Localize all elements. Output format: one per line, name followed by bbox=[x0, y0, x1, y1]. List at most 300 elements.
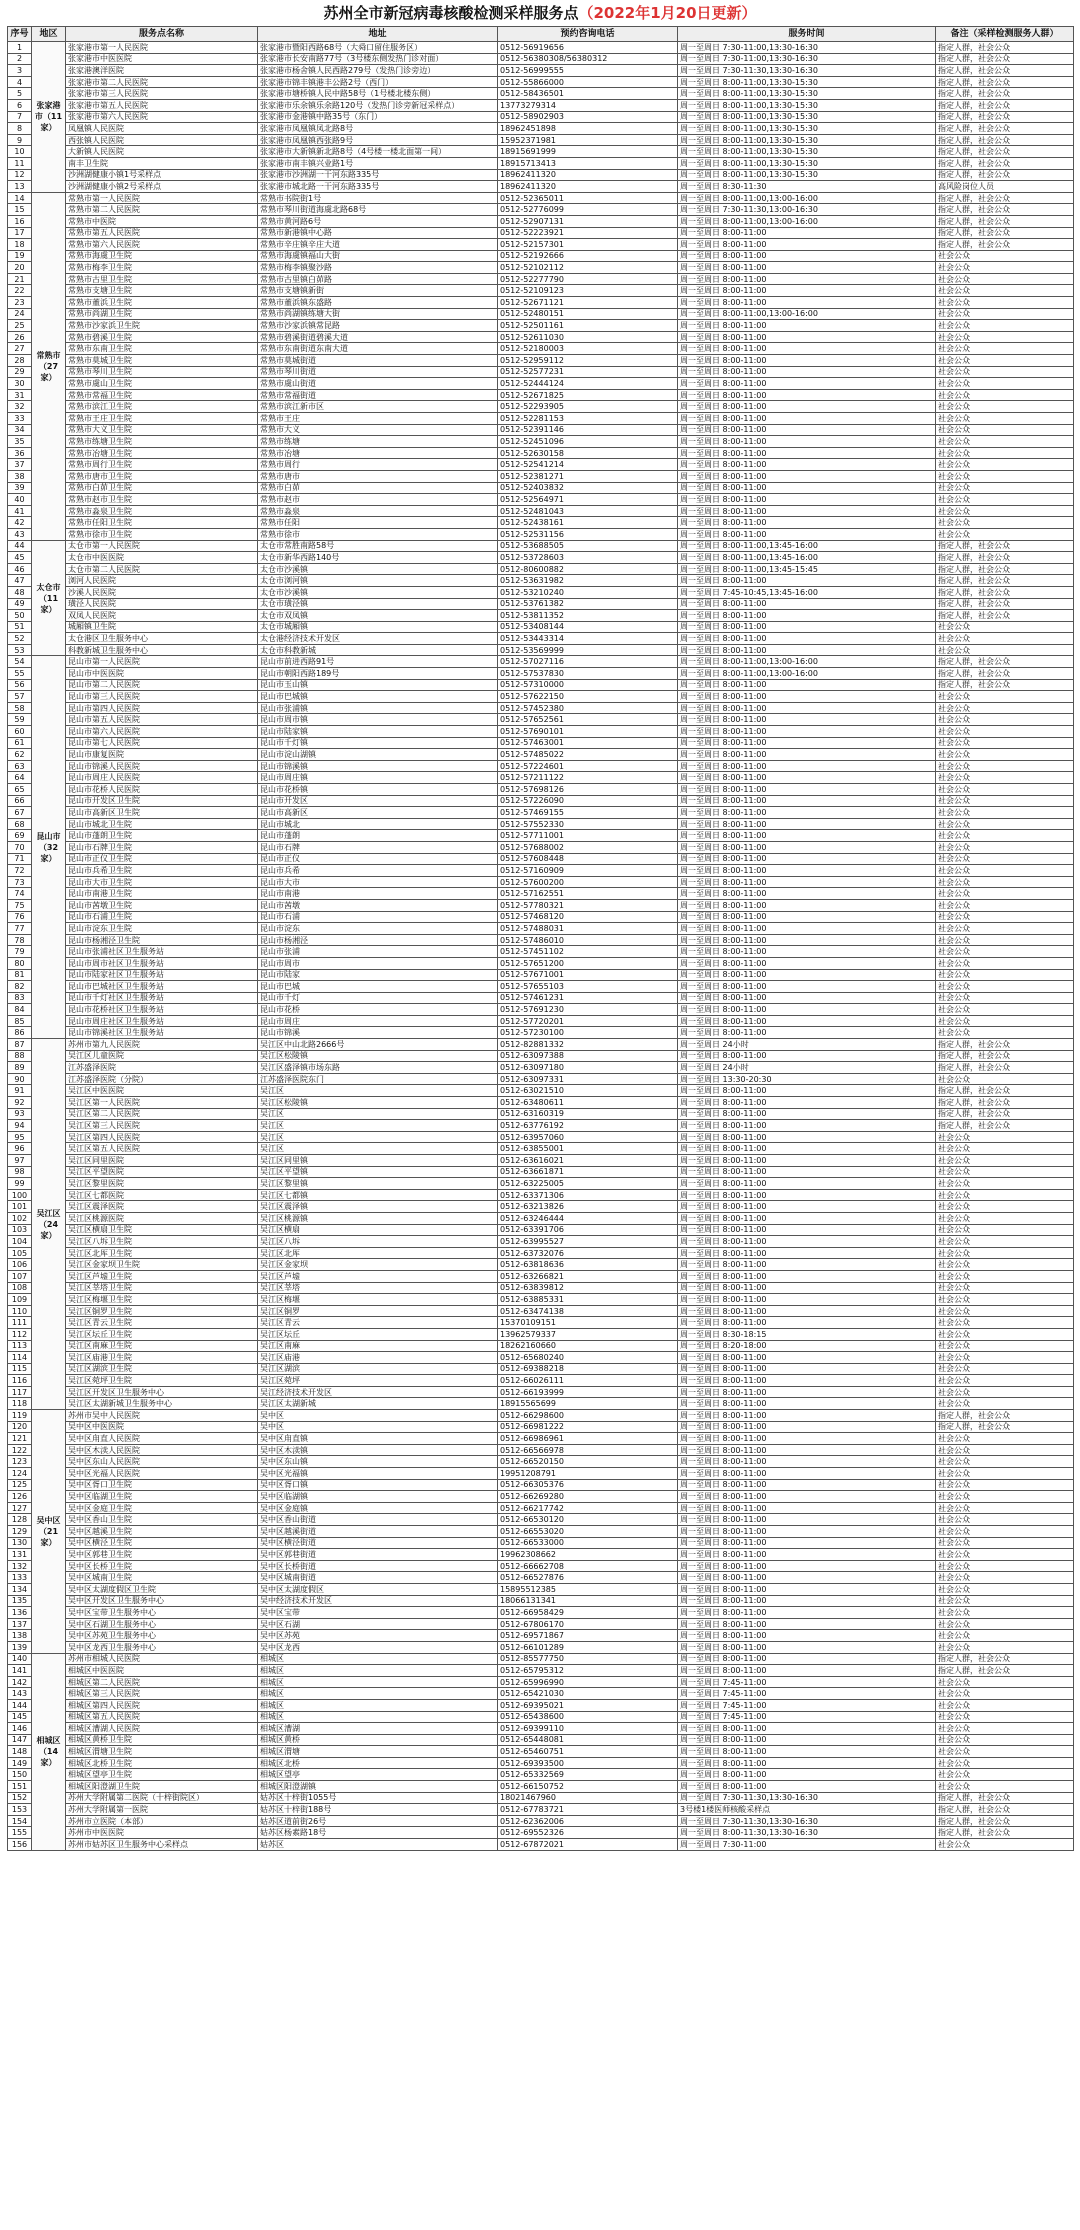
table-row bbox=[8, 1734, 1074, 1746]
site-hours: 周一至周日 7:30-11:30,13:30-16:30 bbox=[678, 65, 936, 77]
table-row bbox=[8, 169, 1074, 181]
site-phone: 0512-66553020 bbox=[498, 1526, 678, 1538]
site-phone: 0512-57310000 bbox=[498, 679, 678, 691]
table-body bbox=[8, 42, 1074, 1851]
site-address: 昆山市蓬朗 bbox=[258, 830, 498, 842]
site-note: 指定人群，社会公众 bbox=[936, 610, 1074, 622]
site-name: 双凤人民医院 bbox=[66, 610, 258, 622]
site-hours: 周一至周日 8:00-11:00 bbox=[678, 1757, 936, 1769]
table-row bbox=[8, 1340, 1074, 1352]
row-index: 13 bbox=[8, 181, 32, 193]
site-note: 指定人群，社会公众 bbox=[936, 227, 1074, 239]
site-address: 吴江区芦墟 bbox=[258, 1270, 498, 1282]
site-phone: 0512-52102112 bbox=[498, 262, 678, 274]
site-phone: 15952371981 bbox=[498, 134, 678, 146]
row-index: 82 bbox=[8, 981, 32, 993]
site-note: 社会公众 bbox=[936, 378, 1074, 390]
table-row bbox=[8, 1073, 1074, 1085]
site-name: 吴中区苏苑卫生服务中心 bbox=[66, 1630, 258, 1642]
site-address: 昆山市淀山湖镇 bbox=[258, 749, 498, 761]
site-address: 常熟市赵市 bbox=[258, 494, 498, 506]
site-hours: 周一至周日 7:30-11:30,13:30-16:30 bbox=[678, 1815, 936, 1827]
site-name: 张家港市第五人民医院 bbox=[66, 99, 258, 111]
site-address: 昆山市陆家 bbox=[258, 969, 498, 981]
row-index: 100 bbox=[8, 1189, 32, 1201]
site-phone: 0512-53761382 bbox=[498, 598, 678, 610]
row-index: 22 bbox=[8, 285, 32, 297]
site-hours: 周一至周日 8:00-11:00 bbox=[678, 1456, 936, 1468]
row-index: 87 bbox=[8, 1039, 32, 1051]
table-row bbox=[8, 598, 1074, 610]
table-row bbox=[8, 1653, 1074, 1665]
site-note: 社会公众 bbox=[936, 366, 1074, 378]
site-address: 相城区望亭 bbox=[258, 1769, 498, 1781]
site-note: 社会公众 bbox=[936, 1027, 1074, 1039]
site-hours: 周一至周日 8:00-11:00 bbox=[678, 436, 936, 448]
site-hours: 周一至周日 8:00-11:00 bbox=[678, 424, 936, 436]
row-index: 89 bbox=[8, 1062, 32, 1074]
site-note: 社会公众 bbox=[936, 1491, 1074, 1503]
site-address: 常熟市虞山街道 bbox=[258, 378, 498, 390]
site-phone: 0512-63213826 bbox=[498, 1201, 678, 1213]
site-note: 社会公众 bbox=[936, 633, 1074, 645]
site-phone: 18962451898 bbox=[498, 123, 678, 135]
row-index: 47 bbox=[8, 575, 32, 587]
table-row bbox=[8, 656, 1074, 668]
site-name: 相城区中医医院 bbox=[66, 1665, 258, 1677]
site-phone: 0512-82881332 bbox=[498, 1039, 678, 1051]
site-phone: 0512-57690101 bbox=[498, 726, 678, 738]
site-note: 指定人群，社会公众 bbox=[936, 1792, 1074, 1804]
site-note: 指定人群，社会公众 bbox=[936, 111, 1074, 123]
row-index: 133 bbox=[8, 1572, 32, 1584]
row-index: 61 bbox=[8, 737, 32, 749]
site-address: 张家港市塘桥镇人民中路58号（1号楼北楼东侧） bbox=[258, 88, 498, 100]
site-name: 吴江区开发区卫生服务中心 bbox=[66, 1386, 258, 1398]
site-address: 昆山市千灯 bbox=[258, 992, 498, 1004]
table-row bbox=[8, 1757, 1074, 1769]
site-address: 常熟市黄河路6号 bbox=[258, 215, 498, 227]
site-note: 社会公众 bbox=[936, 1375, 1074, 1387]
site-note: 社会公众 bbox=[936, 1259, 1074, 1271]
site-address: 吴江经济技术开发区 bbox=[258, 1386, 498, 1398]
table-row bbox=[8, 65, 1074, 77]
site-address: 吴江区桃源镇 bbox=[258, 1212, 498, 1224]
site-note: 社会公众 bbox=[936, 923, 1074, 935]
site-name: 吴江区南麻卫生院 bbox=[66, 1340, 258, 1352]
site-name: 吴江区平望医院 bbox=[66, 1166, 258, 1178]
site-phone: 0512-65996990 bbox=[498, 1676, 678, 1688]
site-name: 昆山市茜墩卫生院 bbox=[66, 899, 258, 911]
table-row bbox=[8, 1062, 1074, 1074]
table-row bbox=[8, 1155, 1074, 1167]
site-phone: 0512-67783721 bbox=[498, 1804, 678, 1816]
table-row bbox=[8, 702, 1074, 714]
site-name: 常熟市虞山卫生院 bbox=[66, 378, 258, 390]
site-name: 昆山市第三人民医院 bbox=[66, 691, 258, 703]
row-index: 123 bbox=[8, 1456, 32, 1468]
site-name: 昆山市花桥人民医院 bbox=[66, 784, 258, 796]
site-note: 社会公众 bbox=[936, 262, 1074, 274]
site-phone: 0512-53728603 bbox=[498, 552, 678, 564]
row-index: 74 bbox=[8, 888, 32, 900]
site-phone: 19951208791 bbox=[498, 1468, 678, 1480]
site-note: 社会公众 bbox=[936, 807, 1074, 819]
site-name: 吴江区横扇卫生院 bbox=[66, 1224, 258, 1236]
row-index: 30 bbox=[8, 378, 32, 390]
site-name: 苏州大学附属第二医院（十梓街院区） bbox=[66, 1792, 258, 1804]
site-note: 社会公众 bbox=[936, 343, 1074, 355]
table-row bbox=[8, 737, 1074, 749]
site-name: 常熟市周行卫生院 bbox=[66, 459, 258, 471]
row-index: 23 bbox=[8, 297, 32, 309]
row-index: 32 bbox=[8, 401, 32, 413]
site-name: 沙洲湖健康小镇1号采样点 bbox=[66, 169, 258, 181]
site-phone: 0512-66662708 bbox=[498, 1560, 678, 1572]
site-note: 社会公众 bbox=[936, 1479, 1074, 1491]
site-phone: 0512-63225005 bbox=[498, 1178, 678, 1190]
site-address: 吴中经济技术开发区 bbox=[258, 1595, 498, 1607]
site-hours: 周一至周日 8:00-11:00 bbox=[678, 876, 936, 888]
site-phone: 0512-57468120 bbox=[498, 911, 678, 923]
table-row bbox=[8, 1456, 1074, 1468]
site-name: 苏州市中医医院 bbox=[66, 1827, 258, 1839]
row-index: 45 bbox=[8, 552, 32, 564]
site-name: 昆山市锦溪人民医院 bbox=[66, 760, 258, 772]
site-phone: 0512-57160909 bbox=[498, 865, 678, 877]
site-name: 吴江区同里医院 bbox=[66, 1155, 258, 1167]
table-row bbox=[8, 575, 1074, 587]
table-row bbox=[8, 1526, 1074, 1538]
site-address: 昆山市周庄 bbox=[258, 1015, 498, 1027]
table-row bbox=[8, 1386, 1074, 1398]
site-hours: 周一至周日 7:45-11:00 bbox=[678, 1699, 936, 1711]
site-hours: 周一至周日 7:45-11:00 bbox=[678, 1688, 936, 1700]
table-row bbox=[8, 1085, 1074, 1097]
site-address: 吴江区湖滨 bbox=[258, 1363, 498, 1375]
site-hours: 周一至周日 8:00-11:00 bbox=[678, 1317, 936, 1329]
site-hours: 周一至周日 8:00-11:00 bbox=[678, 1537, 936, 1549]
row-index: 115 bbox=[8, 1363, 32, 1375]
row-index: 136 bbox=[8, 1607, 32, 1619]
site-phone: 0512-53408144 bbox=[498, 621, 678, 633]
site-phone: 0512-57224601 bbox=[498, 760, 678, 772]
site-name: 昆山市石牌卫生院 bbox=[66, 841, 258, 853]
site-address: 张家港市城北路一干河东路335号 bbox=[258, 181, 498, 193]
row-index: 42 bbox=[8, 517, 32, 529]
site-hours: 周一至周日 8:00-11:00 bbox=[678, 366, 936, 378]
table-row bbox=[8, 505, 1074, 517]
row-index: 18 bbox=[8, 239, 32, 251]
table-row bbox=[8, 1804, 1074, 1816]
site-note: 社会公众 bbox=[936, 737, 1074, 749]
site-address: 太仓市新华西路140号 bbox=[258, 552, 498, 564]
table-row bbox=[8, 807, 1074, 819]
sampling-site-table bbox=[7, 26, 1074, 1851]
site-phone: 0512-57655103 bbox=[498, 981, 678, 993]
row-index: 103 bbox=[8, 1224, 32, 1236]
table-row bbox=[8, 969, 1074, 981]
row-index: 138 bbox=[8, 1630, 32, 1642]
site-address: 吴中区 bbox=[258, 1410, 498, 1422]
table-row bbox=[8, 853, 1074, 865]
site-name: 太仓港区卫生服务中心 bbox=[66, 633, 258, 645]
row-index: 17 bbox=[8, 227, 32, 239]
site-hours: 周一至周日 8:00-11:00 bbox=[678, 644, 936, 656]
table-row bbox=[8, 1294, 1074, 1306]
row-index: 35 bbox=[8, 436, 32, 448]
site-note: 社会公众 bbox=[936, 1688, 1074, 1700]
site-hours: 周一至周日 8:00-11:00 bbox=[678, 1723, 936, 1735]
site-address: 昆山市巴城 bbox=[258, 981, 498, 993]
row-index: 21 bbox=[8, 273, 32, 285]
site-phone: 0512-85577750 bbox=[498, 1653, 678, 1665]
site-note: 社会公众 bbox=[936, 1537, 1074, 1549]
site-address: 昆山市开发区 bbox=[258, 795, 498, 807]
site-phone: 0512-58902903 bbox=[498, 111, 678, 123]
site-note: 指定人群，社会公众 bbox=[936, 1815, 1074, 1827]
row-index: 142 bbox=[8, 1676, 32, 1688]
table-row bbox=[8, 1097, 1074, 1109]
site-name: 常熟市支塘卫生院 bbox=[66, 285, 258, 297]
site-phone: 0512-57486010 bbox=[498, 934, 678, 946]
site-note: 社会公众 bbox=[936, 911, 1074, 923]
row-index: 107 bbox=[8, 1270, 32, 1282]
table-row bbox=[8, 552, 1074, 564]
site-phone: 0512-80600882 bbox=[498, 563, 678, 575]
site-hours: 周一至周日 8:00-11:00 bbox=[678, 1085, 936, 1097]
site-phone: 0512-63480611 bbox=[498, 1097, 678, 1109]
site-phone: 0512-63855001 bbox=[498, 1143, 678, 1155]
row-index: 73 bbox=[8, 876, 32, 888]
row-index: 58 bbox=[8, 702, 32, 714]
site-address: 吴江区横扇 bbox=[258, 1224, 498, 1236]
row-index: 145 bbox=[8, 1711, 32, 1723]
table-row bbox=[8, 1027, 1074, 1039]
table-row bbox=[8, 343, 1074, 355]
site-address: 常熟市尚湖镇练塘大街 bbox=[258, 308, 498, 320]
district-cell: 吴中区（21家） bbox=[32, 1410, 66, 1653]
site-name: 吴中区中医医院 bbox=[66, 1421, 258, 1433]
row-index: 122 bbox=[8, 1444, 32, 1456]
site-name: 吴江区第一人民医院 bbox=[66, 1097, 258, 1109]
site-note: 指定人群，社会公众 bbox=[936, 76, 1074, 88]
site-hours: 周一至周日 24小时 bbox=[678, 1039, 936, 1051]
site-name: 太仓市第二人民医院 bbox=[66, 563, 258, 575]
site-name: 常熟市冶塘卫生院 bbox=[66, 447, 258, 459]
table-row bbox=[8, 1247, 1074, 1259]
table-row bbox=[8, 1665, 1074, 1677]
site-hours: 周一至周日 24小时 bbox=[678, 1062, 936, 1074]
site-note: 社会公众 bbox=[936, 1514, 1074, 1526]
site-phone: 0512-63661871 bbox=[498, 1166, 678, 1178]
table-row bbox=[8, 610, 1074, 622]
table-row bbox=[8, 1143, 1074, 1155]
site-hours: 周一至周日 7:45-10:45,13:45-16:00 bbox=[678, 586, 936, 598]
site-address: 常熟市海虞镇福山大街 bbox=[258, 250, 498, 262]
table-row bbox=[8, 992, 1074, 1004]
site-phone: 0512-57451102 bbox=[498, 946, 678, 958]
table-row bbox=[8, 1201, 1074, 1213]
table-row bbox=[8, 320, 1074, 332]
site-note: 指定人群，社会公众 bbox=[936, 668, 1074, 680]
site-hours: 周一至周日 8:00-11:00 bbox=[678, 1294, 936, 1306]
row-index: 114 bbox=[8, 1352, 32, 1364]
site-hours: 周一至周日 8:00-11:00 bbox=[678, 888, 936, 900]
site-phone: 0512-52277790 bbox=[498, 273, 678, 285]
site-note: 社会公众 bbox=[936, 760, 1074, 772]
site-phone: 0512-66981222 bbox=[498, 1421, 678, 1433]
site-name: 常熟市第一人民医院 bbox=[66, 192, 258, 204]
site-note: 社会公众 bbox=[936, 250, 1074, 262]
site-phone: 0512-52481043 bbox=[498, 505, 678, 517]
site-name: 常熟市王庄卫生院 bbox=[66, 413, 258, 425]
table-row bbox=[8, 1595, 1074, 1607]
site-address: 吴中区太湖度假区 bbox=[258, 1583, 498, 1595]
site-note: 指定人群，社会公众 bbox=[936, 1653, 1074, 1665]
site-name: 昆山市兵希卫生院 bbox=[66, 865, 258, 877]
row-index: 41 bbox=[8, 505, 32, 517]
table-row bbox=[8, 366, 1074, 378]
row-index: 14 bbox=[8, 192, 32, 204]
site-note: 社会公众 bbox=[936, 1352, 1074, 1364]
row-index: 65 bbox=[8, 784, 32, 796]
site-address: 张家港市暨阳西路68号（大舜口留住服务区） bbox=[258, 42, 498, 54]
table-row bbox=[8, 1560, 1074, 1572]
site-note: 社会公众 bbox=[936, 957, 1074, 969]
site-hours: 周一至周日 8:00-11:00 bbox=[678, 981, 936, 993]
table-row bbox=[8, 633, 1074, 645]
site-hours: 周一至周日 8:00-11:00 bbox=[678, 482, 936, 494]
row-index: 9 bbox=[8, 134, 32, 146]
site-address: 吴江区七都镇 bbox=[258, 1189, 498, 1201]
row-index: 92 bbox=[8, 1097, 32, 1109]
row-index: 110 bbox=[8, 1305, 32, 1317]
site-phone: 15895512385 bbox=[498, 1583, 678, 1595]
site-note: 社会公众 bbox=[936, 1178, 1074, 1190]
row-index: 38 bbox=[8, 470, 32, 482]
site-hours: 周一至周日 8:00-11:00 bbox=[678, 818, 936, 830]
site-hours: 周一至周日 8:00-11:00 bbox=[678, 737, 936, 749]
site-hours: 周一至周日 8:20-18:00 bbox=[678, 1340, 936, 1352]
site-hours: 周一至周日 8:00-11:00,13:00-16:00 bbox=[678, 656, 936, 668]
site-phone: 0512-56919656 bbox=[498, 42, 678, 54]
site-name: 昆山市张浦社区卫生服务站 bbox=[66, 946, 258, 958]
site-phone: 0512-69552326 bbox=[498, 1827, 678, 1839]
site-hours: 周一至周日 8:00-11:00,13:30-15:30 bbox=[678, 99, 936, 111]
site-hours: 周一至周日 8:00-11:00 bbox=[678, 1108, 936, 1120]
site-name: 苏州市姑苏区卫生服务中心采样点 bbox=[66, 1839, 258, 1851]
site-phone: 0512-63097388 bbox=[498, 1050, 678, 1062]
site-address: 江苏盛泽医院东门 bbox=[258, 1073, 498, 1085]
site-address: 昆山市石浦 bbox=[258, 911, 498, 923]
row-index: 40 bbox=[8, 494, 32, 506]
site-hours: 周一至周日 8:00-11:00 bbox=[678, 610, 936, 622]
site-note: 社会公众 bbox=[936, 726, 1074, 738]
table-row bbox=[8, 517, 1074, 529]
site-address: 吴江区菀坪 bbox=[258, 1375, 498, 1387]
header-phone: 预约咨询电话 bbox=[498, 27, 678, 42]
site-address: 吴中区东山镇 bbox=[258, 1456, 498, 1468]
site-name: 城厢镇卫生院 bbox=[66, 621, 258, 633]
table-row bbox=[8, 795, 1074, 807]
site-hours: 周一至周日 8:00-11:00 bbox=[678, 1143, 936, 1155]
table-row bbox=[8, 1641, 1074, 1653]
site-address: 吴江区松陵镇 bbox=[258, 1097, 498, 1109]
site-address: 昆山市张浦镇 bbox=[258, 702, 498, 714]
site-address: 吴江区 bbox=[258, 1131, 498, 1143]
site-phone: 0512-66986961 bbox=[498, 1433, 678, 1445]
site-name: 常熟市滨江卫生院 bbox=[66, 401, 258, 413]
site-name: 昆山市南港卫生院 bbox=[66, 888, 258, 900]
site-hours: 周一至周日 8:00-11:00,13:45-15:45 bbox=[678, 563, 936, 575]
site-hours: 周一至周日 8:00-11:00 bbox=[678, 227, 936, 239]
site-address: 太仓市浏河镇 bbox=[258, 575, 498, 587]
site-hours: 周一至周日 8:00-11:00 bbox=[678, 1004, 936, 1016]
site-phone: 15370109151 bbox=[498, 1317, 678, 1329]
table-row bbox=[8, 273, 1074, 285]
site-phone: 0512-66217742 bbox=[498, 1502, 678, 1514]
site-name: 吴中区香山卫生院 bbox=[66, 1514, 258, 1526]
row-index: 53 bbox=[8, 644, 32, 656]
site-hours: 周一至周日 8:00-11:00 bbox=[678, 1595, 936, 1607]
row-index: 6 bbox=[8, 99, 32, 111]
site-phone: 0512-52192666 bbox=[498, 250, 678, 262]
row-index: 46 bbox=[8, 563, 32, 575]
site-address: 昆山市张浦 bbox=[258, 946, 498, 958]
site-phone: 0512-58436501 bbox=[498, 88, 678, 100]
site-phone: 0512-52381271 bbox=[498, 470, 678, 482]
site-phone: 0512-66150752 bbox=[498, 1781, 678, 1793]
site-note: 社会公众 bbox=[936, 470, 1074, 482]
site-hours: 周一至周日 8:00-11:00,13:00-16:00 bbox=[678, 215, 936, 227]
site-note: 社会公众 bbox=[936, 1699, 1074, 1711]
row-index: 29 bbox=[8, 366, 32, 378]
site-note: 社会公众 bbox=[936, 459, 1074, 471]
site-address: 吴中区龙西 bbox=[258, 1641, 498, 1653]
site-phone: 0512-63160319 bbox=[498, 1108, 678, 1120]
site-address: 昆山市茜墩 bbox=[258, 899, 498, 911]
site-note: 社会公众 bbox=[936, 1572, 1074, 1584]
row-index: 37 bbox=[8, 459, 32, 471]
site-name: 吴江区八坼卫生院 bbox=[66, 1236, 258, 1248]
site-hours: 周一至周日 8:00-11:00 bbox=[678, 470, 936, 482]
site-phone: 0512-66026111 bbox=[498, 1375, 678, 1387]
table-row bbox=[8, 1537, 1074, 1549]
site-name: 常熟市碧溪卫生院 bbox=[66, 331, 258, 343]
table-row bbox=[8, 331, 1074, 343]
site-name: 吴江区桃源医院 bbox=[66, 1212, 258, 1224]
site-address: 常熟市唐市 bbox=[258, 470, 498, 482]
site-address: 吴中区宝带 bbox=[258, 1607, 498, 1619]
site-name: 苏州市第九人民医院 bbox=[66, 1039, 258, 1051]
site-note: 社会公众 bbox=[936, 1618, 1074, 1630]
site-phone: 0512-57652561 bbox=[498, 714, 678, 726]
site-name: 吴中区郭巷卫生院 bbox=[66, 1549, 258, 1561]
site-address: 常熟市练塘 bbox=[258, 436, 498, 448]
site-note: 社会公众 bbox=[936, 1247, 1074, 1259]
site-address: 相城区 bbox=[258, 1665, 498, 1677]
site-address: 昆山市周市 bbox=[258, 957, 498, 969]
site-hours: 周一至周日 8:00-11:00 bbox=[678, 934, 936, 946]
row-index: 86 bbox=[8, 1027, 32, 1039]
table-row bbox=[8, 876, 1074, 888]
site-hours: 周一至周日 8:00-11:00 bbox=[678, 1027, 936, 1039]
row-index: 43 bbox=[8, 528, 32, 540]
site-phone: 0512-52281153 bbox=[498, 413, 678, 425]
table-row bbox=[8, 42, 1074, 54]
site-phone: 0512-52451096 bbox=[498, 436, 678, 448]
